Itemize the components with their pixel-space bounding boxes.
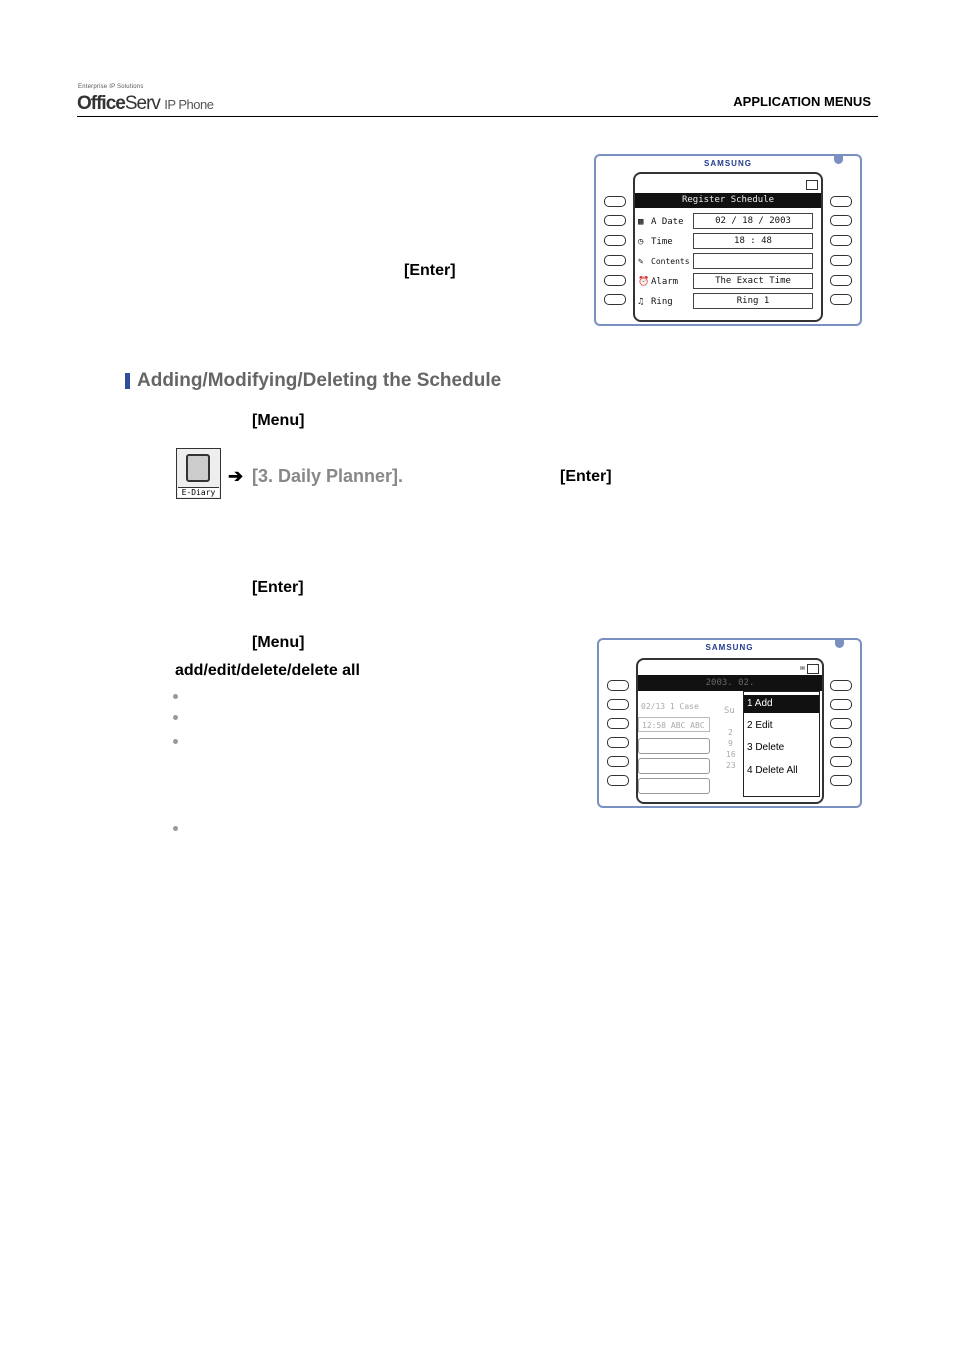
menu-options-text: add/edit/delete/delete all <box>175 662 360 679</box>
enter-key-1: [Enter] <box>404 262 456 279</box>
right-soft-key-6[interactable] <box>830 294 852 305</box>
section-marker <box>125 373 130 389</box>
row-label: Time <box>651 237 673 247</box>
left-soft-key-5[interactable] <box>607 756 629 767</box>
right-soft-key-3[interactable] <box>830 235 852 246</box>
empty-list-slot[interactable] <box>638 778 710 794</box>
calendar-day: 16 <box>726 750 736 759</box>
right-soft-key-1[interactable] <box>830 196 852 207</box>
phone-lcd <box>636 658 824 804</box>
schedule-list-item[interactable]: 12:58 ABC ABC <box>638 717 710 732</box>
menu-key-2: [Menu] <box>252 634 305 651</box>
note-icon: ✎ <box>638 257 644 267</box>
daily-planner-menu: [3. Daily Planner]. <box>252 466 404 486</box>
clock-icon: ◷ <box>638 237 644 247</box>
date-field[interactable]: 02 / 18 / 2003 <box>693 213 813 229</box>
phone-register-schedule <box>594 154 862 326</box>
bullet <box>173 694 178 699</box>
right-soft-key-3[interactable] <box>830 718 852 729</box>
enter-key-2: [Enter] <box>560 468 612 485</box>
led-indicator <box>835 639 844 648</box>
left-soft-key-2[interactable] <box>604 215 626 226</box>
left-soft-key-1[interactable] <box>604 196 626 207</box>
left-soft-key-5[interactable] <box>604 275 626 286</box>
menu-item-delete-all[interactable]: 4 Delete All <box>747 765 798 776</box>
status-icon <box>807 664 819 674</box>
right-soft-key-4[interactable] <box>830 737 852 748</box>
right-soft-key-6[interactable] <box>830 775 852 786</box>
phone-lcd <box>633 172 823 322</box>
header-divider <box>77 116 878 117</box>
e-diary-icon <box>176 448 221 499</box>
menu-item-add[interactable]: 1 Add <box>744 695 819 713</box>
enter-key-3: [Enter] <box>252 579 304 596</box>
arrow-right-icon: ➔ <box>228 466 244 486</box>
brand-logo-serv: Serv <box>124 93 160 114</box>
menu-key-1: [Menu] <box>252 412 305 429</box>
diary-book-icon <box>186 454 210 482</box>
status-icon <box>806 180 818 190</box>
e-diary-caption: E-Diary <box>178 487 219 497</box>
menu-item-delete[interactable]: 3 Delete <box>747 742 785 753</box>
left-soft-key-4[interactable] <box>604 255 626 266</box>
left-soft-key-6[interactable] <box>604 294 626 305</box>
phone-brand: SAMSUNG <box>705 643 754 652</box>
lcd-title: 2003. 02. <box>638 675 822 691</box>
left-soft-key-4[interactable] <box>607 737 629 748</box>
bullet <box>173 739 178 744</box>
mail-icon: ✉ <box>800 663 805 672</box>
calendar-day: 2 <box>728 728 733 737</box>
ring-field[interactable]: Ring 1 <box>693 293 813 309</box>
schedule-list-item[interactable]: 02/13 1 Case <box>641 702 699 711</box>
row-label: Contents <box>651 257 690 266</box>
bullet <box>173 826 178 831</box>
right-soft-key-2[interactable] <box>830 699 852 710</box>
empty-list-slot[interactable] <box>638 738 710 754</box>
brand-logo-office: Office <box>77 93 125 114</box>
row-label: A Date <box>651 217 684 227</box>
right-soft-key-1[interactable] <box>830 680 852 691</box>
music-icon: ♫ <box>638 297 644 307</box>
time-field[interactable]: 18 : 48 <box>693 233 813 249</box>
alarm-field[interactable]: The Exact Time <box>693 273 813 289</box>
right-soft-key-5[interactable] <box>830 275 852 286</box>
row-label: Alarm <box>651 277 679 287</box>
phone-brand: SAMSUNG <box>704 159 752 168</box>
empty-list-slot[interactable] <box>638 758 710 774</box>
bullet <box>173 715 178 720</box>
left-soft-key-3[interactable] <box>607 718 629 729</box>
alarm-icon: ⏰ <box>638 277 650 287</box>
led-indicator <box>834 155 843 164</box>
menu-item-edit[interactable]: 2 Edit <box>747 720 773 731</box>
right-soft-key-5[interactable] <box>830 756 852 767</box>
contents-field[interactable] <box>693 253 813 269</box>
left-soft-key-6[interactable] <box>607 775 629 786</box>
calendar-icon: ▩ <box>638 217 644 227</box>
phone-daily-planner <box>597 638 862 808</box>
brand-logo-sub: IP Phone <box>164 97 214 112</box>
brand-logo <box>77 93 213 115</box>
calendar-column-head: Su <box>724 706 735 716</box>
calendar-day: 9 <box>728 739 733 748</box>
popup-menu <box>743 691 820 797</box>
left-soft-key-1[interactable] <box>607 680 629 691</box>
lcd-title: Register Schedule <box>635 193 821 208</box>
section-header: APPLICATION MENUS <box>733 94 871 109</box>
calendar-day: 23 <box>726 761 736 770</box>
section-title: Adding/Modifying/Deleting the Schedule <box>137 370 502 391</box>
brand-tagline: Enterprise IP Solutions <box>78 84 144 90</box>
right-soft-key-2[interactable] <box>830 215 852 226</box>
row-label: Ring <box>651 297 673 307</box>
right-soft-key-4[interactable] <box>830 255 852 266</box>
left-soft-key-3[interactable] <box>604 235 626 246</box>
left-soft-key-2[interactable] <box>607 699 629 710</box>
